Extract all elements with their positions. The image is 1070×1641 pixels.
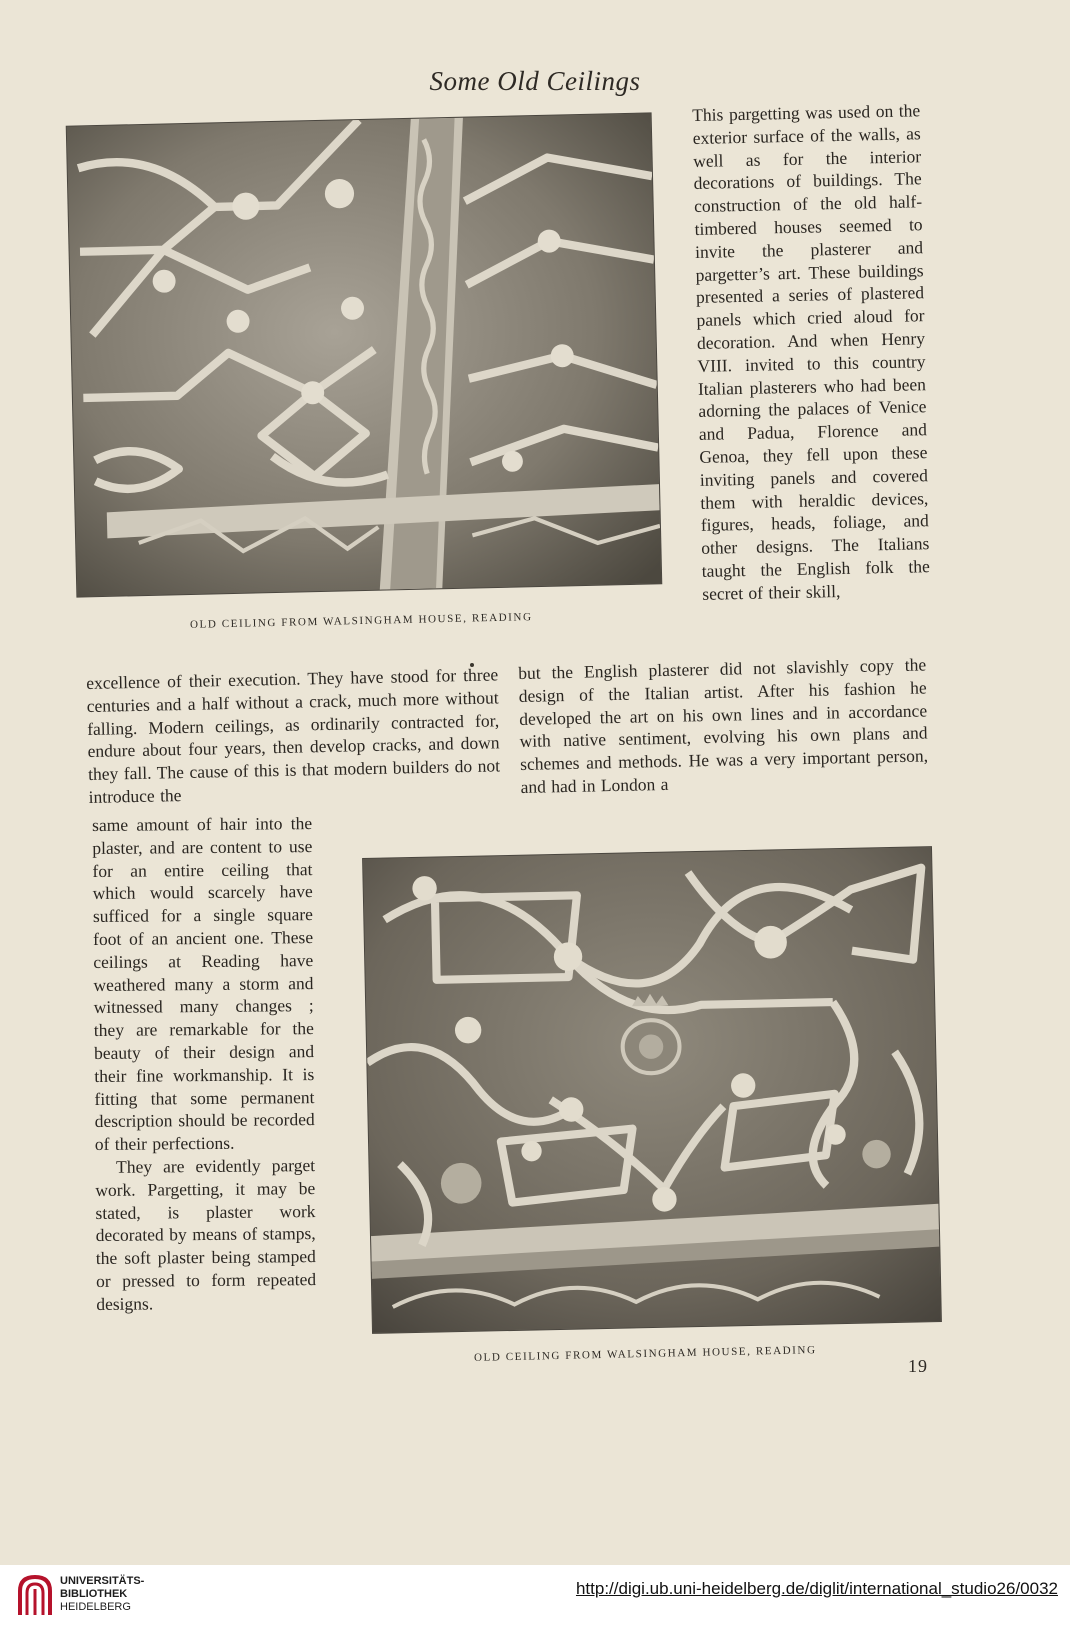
text-column-right-top: This pargetting was used on the exterior surface of the walls, as well as for the interior decorations of buildings. The construction of the old half-timbered houses seemed to invite the plasterer and pargetter’s art. These buildings presented a series of plastered panels which cried aloud for decoration. And when Henry VIII. invited to this country Italian plasterers who had been adorning the palaces of Venice and Padua, Florence and Genoa, they fell upon these inviting panels and covered them with heraldic devices, figures, heads, foliage, and other designs. The Italians taught the English folk the secret of their skill, [692,100,930,604]
paragraph: They are evidently parget work. Pargetting, it may be stated, is plaster work decorated by means of stamps, the soft plaster being stamped or pressed to form repeated designs. [95,1155,317,1314]
logo-line: UNIVERSITÄTS- [60,1575,145,1587]
ceiling-photo-1 [67,113,662,596]
logo-line: HEIDELBERG [60,1601,131,1613]
ceiling-photo-1-drawing [67,113,662,596]
library-logo-text [60,1575,144,1614]
running-head: Some Old Ceilings [429,66,641,96]
page-number: 19 [908,1356,928,1376]
logo-line: BIBLIOTHEK [60,1588,128,1600]
permalink-url[interactable]: http://digi.ub.uni-heidelberg.de/diglit/international_studio26/0032 [575,1579,1058,1598]
library-logo-icon [16,1573,54,1619]
text-column-right-middle: but the English plasterer did not slavishly copy the design of the Italian artist. After his fashion he developed the art on his own lines and in accordance with native sentiment, evolving his own plans and schemes and methods. He was a very important person, and had in London a [518,654,929,797]
photo-caption-1: OLD CEILING FROM WALSINGHAM HOUSE, READING [189,611,533,631]
ceiling-photo-2-drawing [363,847,941,1333]
text-column-left-bottom [92,812,316,1315]
photo-caption-2: OLD CEILING FROM WALSINGHAM HOUSE, READING [473,1344,817,1364]
text-column-left-middle: excellence of their execution. They have stood for three centuries and a half without a crack, much more without falling. Modern ceilings, as ordinarily contracted for, endure about four years, then develop cracks, and down they fall. The cause of this is that modern builders do not introduce the [86,664,501,807]
library-footer [0,1565,1070,1641]
paragraph: same amount of hair into the plaster, and are content to use for an entire ceiling that which would scarcely have sufficed for a single square foot of an ancient one. These ceilings at Reading have weathered many a storm and witnessed many changes ; they are remarkable for the beauty of their design and their fine workmanship. It is fitting that some permanent description should be recorded of their perfections. [92,813,315,1155]
ceiling-photo-2 [363,847,941,1333]
